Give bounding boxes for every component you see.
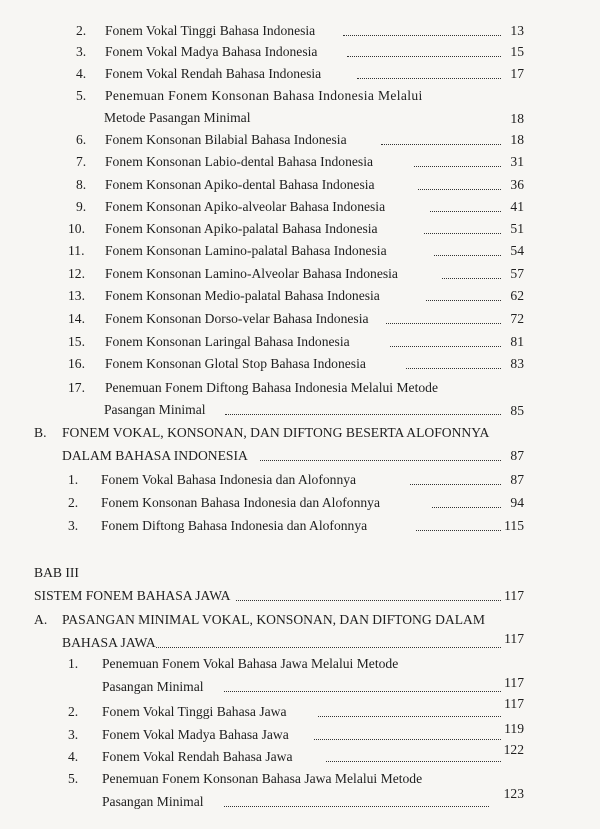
entry-page: 87 bbox=[510, 472, 524, 487]
toc-entry bbox=[0, 770, 600, 810]
entry-page: 123 bbox=[503, 786, 524, 801]
section-page: 117 bbox=[504, 631, 524, 646]
entry-title: Fonem Konsonan Apiko-alveolar Bahasa Indonesia bbox=[105, 199, 386, 214]
entry-page: 117 bbox=[504, 696, 524, 711]
entry-number: 3. bbox=[68, 518, 79, 533]
dot-leader bbox=[357, 78, 501, 79]
entry-page: 83 bbox=[510, 356, 524, 371]
section-title: FONEM VOKAL, KONSONAN, DAN DIFTONG BESERTA ALOFONNYA bbox=[62, 425, 490, 440]
entry-title: Fonem Vokal Bahasa Indonesia dan Alofonnya bbox=[101, 472, 357, 487]
entry-number: 10. bbox=[68, 221, 85, 236]
chapter-page: 117 bbox=[504, 588, 524, 603]
dot-leader bbox=[416, 530, 501, 531]
dot-leader bbox=[225, 414, 501, 415]
entry-title: Fonem Diftong Bahasa Indonesia dan Alofonnya bbox=[101, 518, 368, 533]
entry-page: 18 bbox=[510, 111, 524, 126]
entry-title-continued: Pasangan Minimal bbox=[104, 402, 206, 417]
entry-page: 54 bbox=[510, 243, 524, 258]
entry-number: 12. bbox=[68, 266, 85, 281]
section-title-continued: BAHASA JAWA bbox=[62, 635, 156, 650]
entry-page: 41 bbox=[510, 199, 524, 214]
entry-title: Penemuan Fonem Diftong Bahasa Indonesia Melalui Metode bbox=[105, 380, 438, 395]
entry-title: Fonem Konsonan Lamino-Alveolar Bahasa Indonesia bbox=[105, 266, 398, 281]
section-title: PASANGAN MINIMAL VOKAL, KONSONAN, DAN DIFTONG DALAM bbox=[62, 612, 485, 627]
toc-entry bbox=[0, 87, 600, 127]
entry-title: Fonem Konsonan Bilabial Bahasa Indonesia bbox=[105, 132, 347, 147]
dot-leader bbox=[343, 35, 501, 36]
toc-section-heading bbox=[0, 424, 600, 464]
dot-leader bbox=[432, 507, 501, 508]
entry-number: 1. bbox=[68, 656, 79, 671]
entry-number: 15. bbox=[68, 334, 85, 349]
section-letter: B. bbox=[34, 425, 47, 440]
section-title-continued: DALAM BAHASA INDONESIA bbox=[62, 448, 248, 463]
entry-page: 115 bbox=[504, 518, 524, 533]
entry-title: Fonem Vokal Tinggi Bahasa Indonesia bbox=[105, 23, 316, 38]
entry-page: 72 bbox=[510, 311, 524, 326]
dot-leader bbox=[314, 739, 501, 740]
toc-section-heading bbox=[0, 611, 600, 651]
dot-leader bbox=[224, 806, 489, 807]
dot-leader bbox=[410, 484, 501, 485]
entry-page: 81 bbox=[510, 334, 524, 349]
entry-number: 14. bbox=[68, 311, 85, 326]
chapter-title: SISTEM FONEM BAHASA JAWA bbox=[34, 588, 231, 603]
entry-number: 5. bbox=[76, 88, 87, 103]
entry-title: Fonem Konsonan Lamino-palatal Bahasa Indonesia bbox=[105, 243, 387, 258]
entry-number: 2. bbox=[68, 495, 79, 510]
entry-page: 122 bbox=[503, 742, 524, 757]
toc-entry bbox=[0, 379, 600, 419]
entry-page: 51 bbox=[510, 221, 524, 236]
entry-page: 85 bbox=[510, 403, 524, 418]
entry-title: Fonem Konsonan Glotal Stop Bahasa Indonesia bbox=[105, 356, 366, 371]
entry-title-continued: Pasangan Minimal bbox=[102, 794, 204, 809]
entry-page: 31 bbox=[510, 154, 524, 169]
entry-title: Fonem Konsonan Apiko-palatal Bahasa Indonesia bbox=[105, 221, 378, 236]
entry-number: 9. bbox=[76, 199, 87, 214]
entry-title: Fonem Konsonan Laringal Bahasa Indonesia bbox=[105, 334, 350, 349]
dot-leader bbox=[381, 144, 501, 145]
dot-leader bbox=[418, 189, 501, 190]
entry-title: Fonem Konsonan Dorso-velar Bahasa Indonesia bbox=[105, 311, 369, 326]
entry-title: Fonem Konsonan Medio-palatal Bahasa Indonesia bbox=[105, 288, 380, 303]
entry-number: 6. bbox=[76, 132, 87, 147]
entry-title-continued: Metode Pasangan Minimal bbox=[104, 110, 251, 125]
entry-number: 11. bbox=[68, 243, 85, 258]
entry-title: Fonem Vokal Rendah Bahasa Jawa bbox=[102, 749, 293, 764]
entry-number: 17. bbox=[68, 380, 85, 395]
entry-title: Penemuan Fonem Konsonan Bahasa Indonesia Melalui bbox=[105, 88, 423, 103]
entry-title: Fonem Konsonan Labio-dental Bahasa Indonesia bbox=[105, 154, 374, 169]
entry-title: Fonem Vokal Madya Bahasa Indonesia bbox=[105, 44, 318, 59]
dot-leader bbox=[347, 56, 501, 57]
entry-number: 16. bbox=[68, 356, 85, 371]
entry-title: Penemuan Fonem Konsonan Bahasa Jawa Melalui Metode bbox=[102, 771, 423, 786]
dot-leader bbox=[430, 211, 501, 212]
section-page: 87 bbox=[510, 448, 524, 463]
entry-page: 57 bbox=[510, 266, 524, 281]
dot-leader bbox=[326, 761, 501, 762]
entry-number: 1. bbox=[68, 472, 79, 487]
dot-leader bbox=[156, 647, 501, 648]
chapter-number: BAB III bbox=[34, 565, 79, 580]
toc-entry bbox=[0, 655, 600, 695]
entry-number: 2. bbox=[76, 23, 87, 38]
entry-number: 8. bbox=[76, 177, 87, 192]
dot-leader bbox=[426, 300, 501, 301]
dot-leader bbox=[386, 323, 501, 324]
entry-page: 17 bbox=[510, 66, 524, 81]
dot-leader bbox=[236, 600, 501, 601]
entry-title: Penemuan Fonem Vokal Bahasa Jawa Melalui Metode bbox=[102, 656, 399, 671]
dot-leader bbox=[260, 460, 501, 461]
entry-title: Fonem Konsonan Apiko-dental Bahasa Indonesia bbox=[105, 177, 375, 192]
dot-leader bbox=[224, 691, 501, 692]
dot-leader bbox=[434, 255, 501, 256]
dot-leader bbox=[318, 716, 501, 717]
entry-page: 36 bbox=[510, 177, 524, 192]
entry-title-continued: Pasangan Minimal bbox=[102, 679, 204, 694]
dot-leader bbox=[414, 166, 501, 167]
entry-number: 5. bbox=[68, 771, 79, 786]
dot-leader bbox=[406, 368, 501, 369]
entry-number: 7. bbox=[76, 154, 87, 169]
entry-title: Fonem Vokal Tinggi Bahasa Jawa bbox=[102, 704, 287, 719]
entry-number: 4. bbox=[68, 749, 79, 764]
entry-number: 2. bbox=[68, 704, 79, 719]
section-letter: A. bbox=[34, 612, 48, 627]
entry-number: 3. bbox=[76, 44, 87, 59]
dot-leader bbox=[424, 233, 501, 234]
entry-number: 13. bbox=[68, 288, 85, 303]
entry-page: 13 bbox=[510, 23, 524, 38]
dot-leader bbox=[390, 346, 501, 347]
entry-page: 62 bbox=[510, 288, 524, 303]
entry-page: 18 bbox=[510, 132, 524, 147]
entry-page: 15 bbox=[510, 44, 524, 59]
entry-page: 94 bbox=[510, 495, 524, 510]
entry-title: Fonem Vokal Madya Bahasa Jawa bbox=[102, 727, 289, 742]
entry-page: 119 bbox=[504, 721, 524, 736]
entry-title: Fonem Konsonan Bahasa Indonesia dan Alofonnya bbox=[101, 495, 380, 510]
entry-page: 117 bbox=[504, 675, 524, 690]
entry-number: 4. bbox=[76, 66, 87, 81]
entry-title: Fonem Vokal Rendah Bahasa Indonesia bbox=[105, 66, 322, 81]
dot-leader bbox=[442, 278, 501, 279]
entry-number: 3. bbox=[68, 727, 79, 742]
